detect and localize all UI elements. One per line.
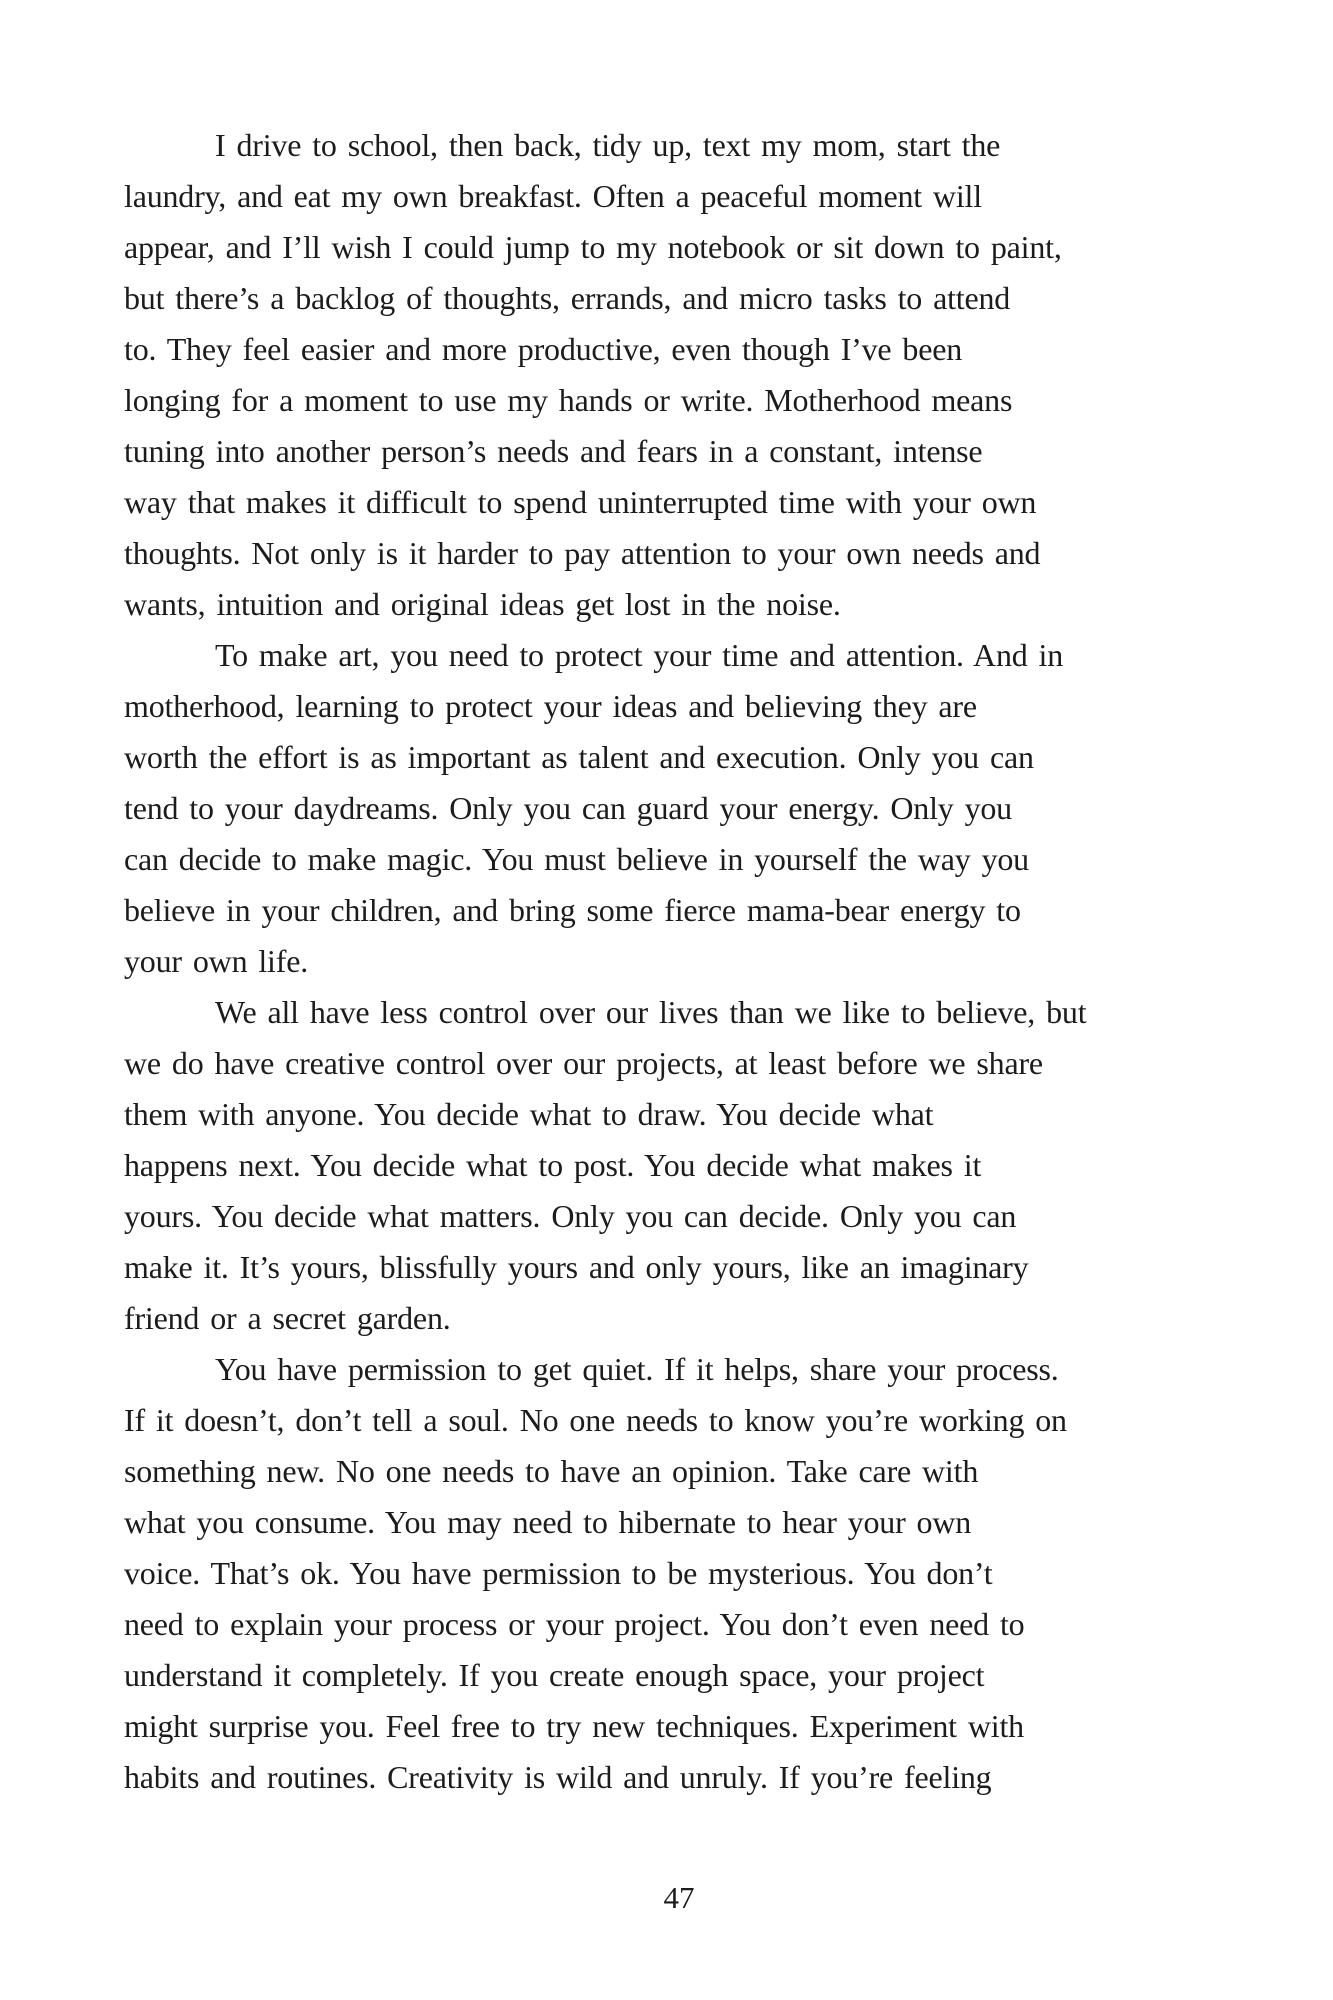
text-line: I drive to school, then back, tidy up, text my mom, start the (215, 127, 1001, 163)
text-line: habits and routines. Creativity is wild and unruly. If you’re feeling (124, 1759, 992, 1795)
text-line: longing for a moment to use my hands or write. Motherhood means (124, 382, 1013, 418)
text-line: might surprise you. Feel free to try new techniques. Experiment with (124, 1708, 1024, 1744)
text-line: what you consume. You may need to hibernate to hear your own (124, 1504, 972, 1540)
text-line: laundry, and eat my own breakfast. Often a peaceful moment will (124, 178, 982, 214)
text-line: friend or a secret garden. (124, 1300, 451, 1336)
text-line: understand it completely. If you create enough space, your project (124, 1657, 985, 1693)
text-line: appear, and I’ll wish I could jump to my notebook or sit down to paint, (124, 229, 1062, 265)
text-line: If it doesn’t, don’t tell a soul. No one needs to know you’re working on (124, 1402, 1067, 1438)
text-line: worth the effort is as important as talent and execution. Only you can (124, 739, 1034, 775)
text-line: way that makes it difficult to spend uninterrupted time with your own (124, 484, 1037, 520)
page-number: 47 (663, 1880, 695, 1915)
text-line: thoughts. Not only is it harder to pay attention to your own needs and (124, 535, 1041, 571)
text-line: yours. You decide what matters. Only you can decide. Only you can (124, 1198, 1017, 1234)
text-line: believe in your children, and bring some fierce mama-bear energy to (124, 892, 1021, 928)
text-line: You have permission to get quiet. If it helps, share your process. (215, 1351, 1059, 1387)
text-line: happens next. You decide what to post. You decide what makes it (124, 1147, 982, 1183)
text-line: them with anyone. You decide what to draw. You decide what (124, 1096, 934, 1132)
text-line: voice. That’s ok. You have permission to be mysterious. You don’t (124, 1555, 993, 1591)
text-line: wants, intuition and original ideas get lost in the noise. (124, 586, 841, 622)
text-line: something new. No one needs to have an opinion. Take care with (124, 1453, 979, 1489)
text-line: your own life. (124, 943, 309, 979)
text-line: can decide to make magic. You must believe in yourself the way you (124, 841, 1029, 877)
text-line: tuning into another person’s needs and fears in a constant, intense (124, 433, 983, 469)
text-line: to. They feel easier and more productive, even though I’ve been (124, 331, 963, 367)
page-text (124, 120, 1234, 1803)
text-line: we do have creative control over our projects, at least before we share (124, 1045, 1043, 1081)
text-line: but there’s a backlog of thoughts, errands, and micro tasks to attend (124, 280, 1011, 316)
text-line: We all have less control over our lives than we like to believe, but (215, 994, 1087, 1030)
text-line: To make art, you need to protect your time and attention. And in (215, 637, 1064, 673)
text-line: make it. It’s yours, blissfully yours and only yours, like an imaginary (124, 1249, 1029, 1285)
text-line: motherhood, learning to protect your ideas and believing they are (124, 688, 977, 724)
text-line: need to explain your process or your project. You don’t even need to (124, 1606, 1025, 1642)
text-line: tend to your daydreams. Only you can guard your energy. Only you (124, 790, 1012, 826)
